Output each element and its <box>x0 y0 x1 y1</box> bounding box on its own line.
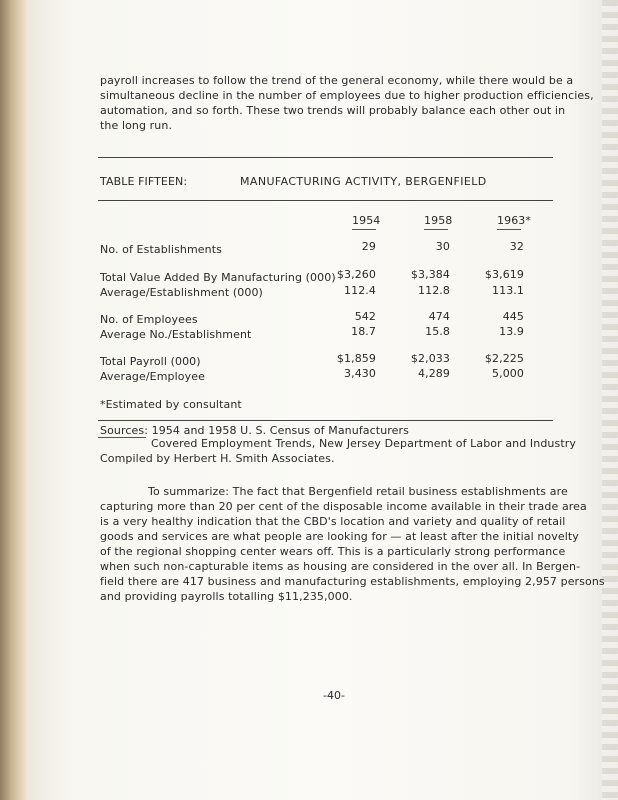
sources-underline <box>98 437 146 438</box>
intro-line: the long run. <box>100 119 173 132</box>
table-cell: 3,430 <box>344 367 376 380</box>
table-footnote: *Estimated by consultant <box>100 398 242 411</box>
table-cell: $3,619 <box>484 268 524 281</box>
row-label: No. of Employees <box>100 313 198 326</box>
row-label: Total Payroll (000) <box>100 355 201 368</box>
summary-line: field there are 417 business and manufacturing establishments, employing 2,957 persons <box>100 575 605 588</box>
row-label: Average/Employee <box>100 370 205 383</box>
table-cell: $3,384 <box>410 268 450 281</box>
book-binding <box>0 0 26 800</box>
sources-rule <box>98 420 553 421</box>
table-cell: $2,033 <box>410 352 450 365</box>
row-label: No. of Establishments <box>100 243 222 256</box>
table-cell: 29 <box>361 240 376 253</box>
table-cell: 4,289 <box>418 367 450 380</box>
column-header-underline <box>497 229 521 230</box>
intro-line: automation, and so forth. These two trends will probably balance each other out in <box>100 104 566 117</box>
table-cell: $3,260 <box>336 268 376 281</box>
table-title-rule <box>98 200 553 201</box>
intro-line: payroll increases to follow the trend of the general economy, while there would be a <box>100 74 574 87</box>
table-cell: $2,225 <box>484 352 524 365</box>
table-cell: 32 <box>509 240 524 253</box>
summary-line: To summarize: The fact that Bergenfield retail business establishments are <box>148 485 568 498</box>
intro-line: simultaneous decline in the number of employees due to higher production efficiencies, <box>100 89 594 102</box>
table-cell: 15.8 <box>425 325 450 338</box>
column-header-1958: 1958 <box>424 214 453 227</box>
table-cell: 13.9 <box>499 325 524 338</box>
table-cell: 474 <box>428 310 450 323</box>
table-cell: 112.4 <box>344 284 376 297</box>
column-header-1963: 1963* <box>497 214 531 227</box>
summary-line: and providing payrolls totalling $11,235,000. <box>100 590 353 603</box>
sources-line: Compiled by Herbert H. Smith Associates. <box>100 452 335 465</box>
row-label: Average/Establishment (000) <box>100 286 263 299</box>
row-label: Average No./Establishment <box>100 328 252 341</box>
table-label: TABLE FIFTEEN: <box>100 175 188 188</box>
column-header-underline <box>352 229 376 230</box>
page-edge <box>602 0 618 800</box>
summary-line: capturing more than 20 per cent of the disposable income available in their trade area <box>100 500 587 513</box>
table-cell: 113.1 <box>492 284 524 297</box>
column-header-underline <box>424 229 448 230</box>
table-cell: 542 <box>354 310 376 323</box>
summary-line: is a very healthy indication that the CBD's location and variety and quality of retail <box>100 515 566 528</box>
column-header-1954: 1954 <box>352 214 381 227</box>
table-title: MANUFACTURING ACTIVITY, BERGENFIELD <box>240 175 487 188</box>
table-cell: 18.7 <box>351 325 376 338</box>
table-top-rule <box>98 157 553 158</box>
summary-line: goods and services are what people are looking for — at least after the initial novelty <box>100 530 579 543</box>
table-cell: $1,859 <box>336 352 376 365</box>
sources-line: Covered Employment Trends, New Jersey Department of Labor and Industry <box>151 437 576 450</box>
row-label: Total Value Added By Manufacturing (000) <box>100 271 336 284</box>
sources-line: Sources: 1954 and 1958 U. S. Census of Manufacturers <box>100 424 409 437</box>
table-cell: 5,000 <box>492 367 524 380</box>
table-cell: 30 <box>435 240 450 253</box>
table-cell: 112.8 <box>418 284 450 297</box>
page-number: -40- <box>323 689 345 702</box>
summary-line: when such non-capturable items as housing are considered in the over all. In Bergen- <box>100 560 581 573</box>
table-cell: 445 <box>502 310 524 323</box>
summary-line: of the regional shopping center wears off. This is a particularly strong performance <box>100 545 566 558</box>
